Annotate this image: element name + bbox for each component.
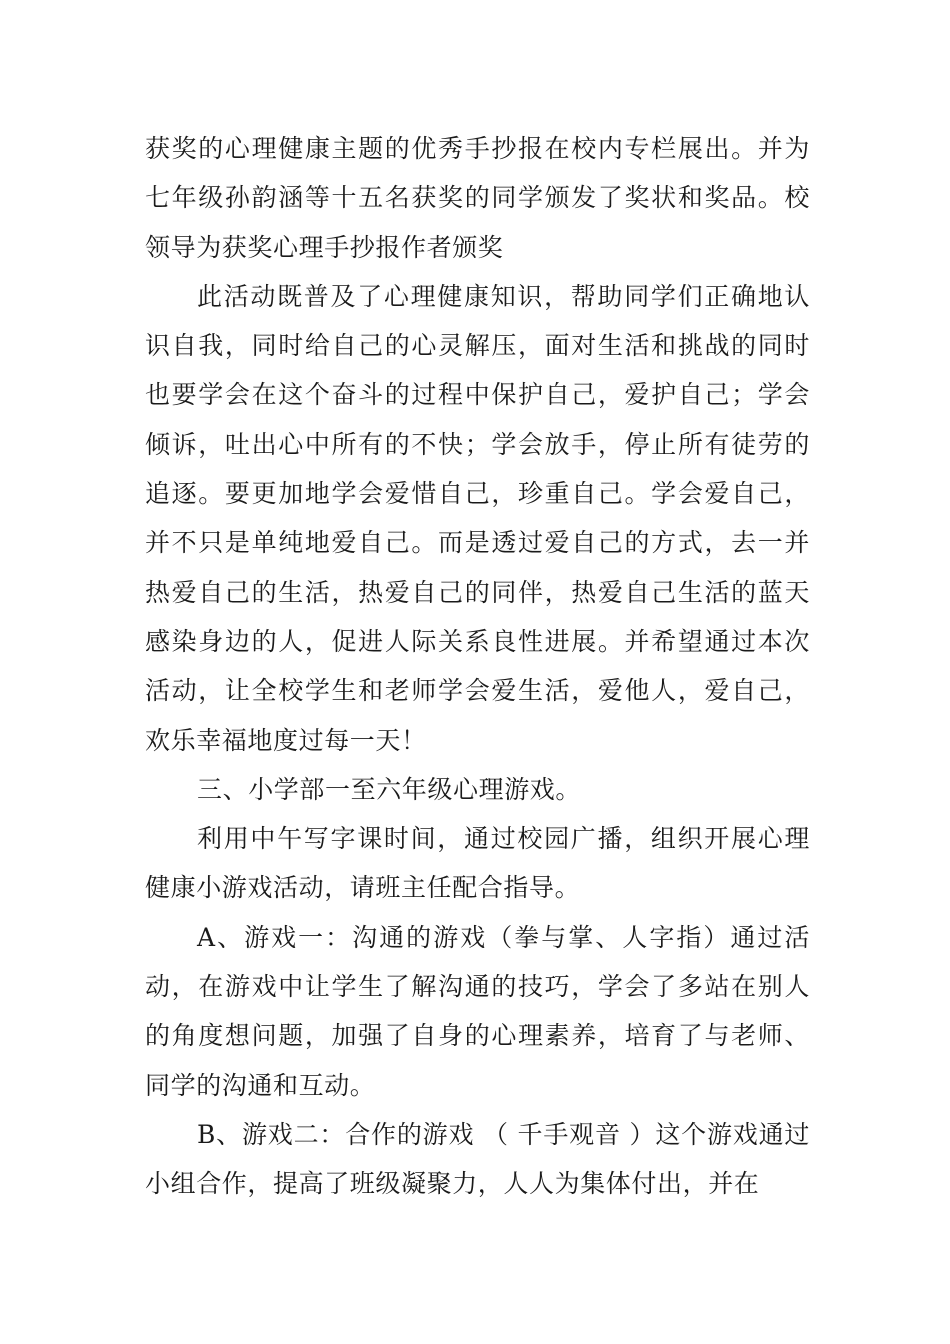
paragraph-activity-summary: 此活动既普及了心理健康知识，帮助同学们正确地认识自我，同时给自己的心灵解压，面对生活和挑战的同时也要学会在这个奋斗的过程中保护自己，爱护自己；学会倾诉，吐出心中所有的不快；学会放手，停止所有徒劳的追逐。要更加地学会爱惜自己，珍重自己。学会爱自己，并不只是单纯地爱自己。而是透过爱自己的方式，去一并热爱自己的生活，热爱自己的同伴，热爱自己生活的蓝天感染身边的人，促进人际关系良性进展。并希望通过本次活动，让全校学生和老师学会爱生活，爱他人，爱自己，欢乐幸福地度过每一天！ — [145, 281, 810, 755]
paragraph-broadcast-games: 利用中午写字课时间，通过校园广播，组织开展心理健康小游戏活动，请班主任配合指导。 — [145, 824, 810, 903]
paragraph-game-two-cooperation: B、游戏二：合作的游戏 （ 千手观音 ）这个游戏通过小组合作，提高了班级凝聚力，人人为集体付出，并在 — [145, 1119, 810, 1199]
document-body — [145, 124, 810, 1209]
paragraph-game-one-communication: A、游戏一：沟通的游戏（拳与掌、人字指）通过活动，在游戏中让学生了解沟通的技巧，学会了多站在别人的角度想问题，加强了自身的心理素养，培育了与老师、同学的沟通和互动。 — [145, 922, 810, 1100]
section-heading-psychology-games: 三、小学部一至六年级心理游戏。 — [197, 774, 582, 804]
paragraph-award-exhibition: 获奖的心理健康主题的优秀手抄报在校内专栏展出。并为七年级孙韵涵等十五名获奖的同学颁发了奖状和奖品。校领导为获奖心理手抄报作者颁奖 — [145, 134, 810, 262]
